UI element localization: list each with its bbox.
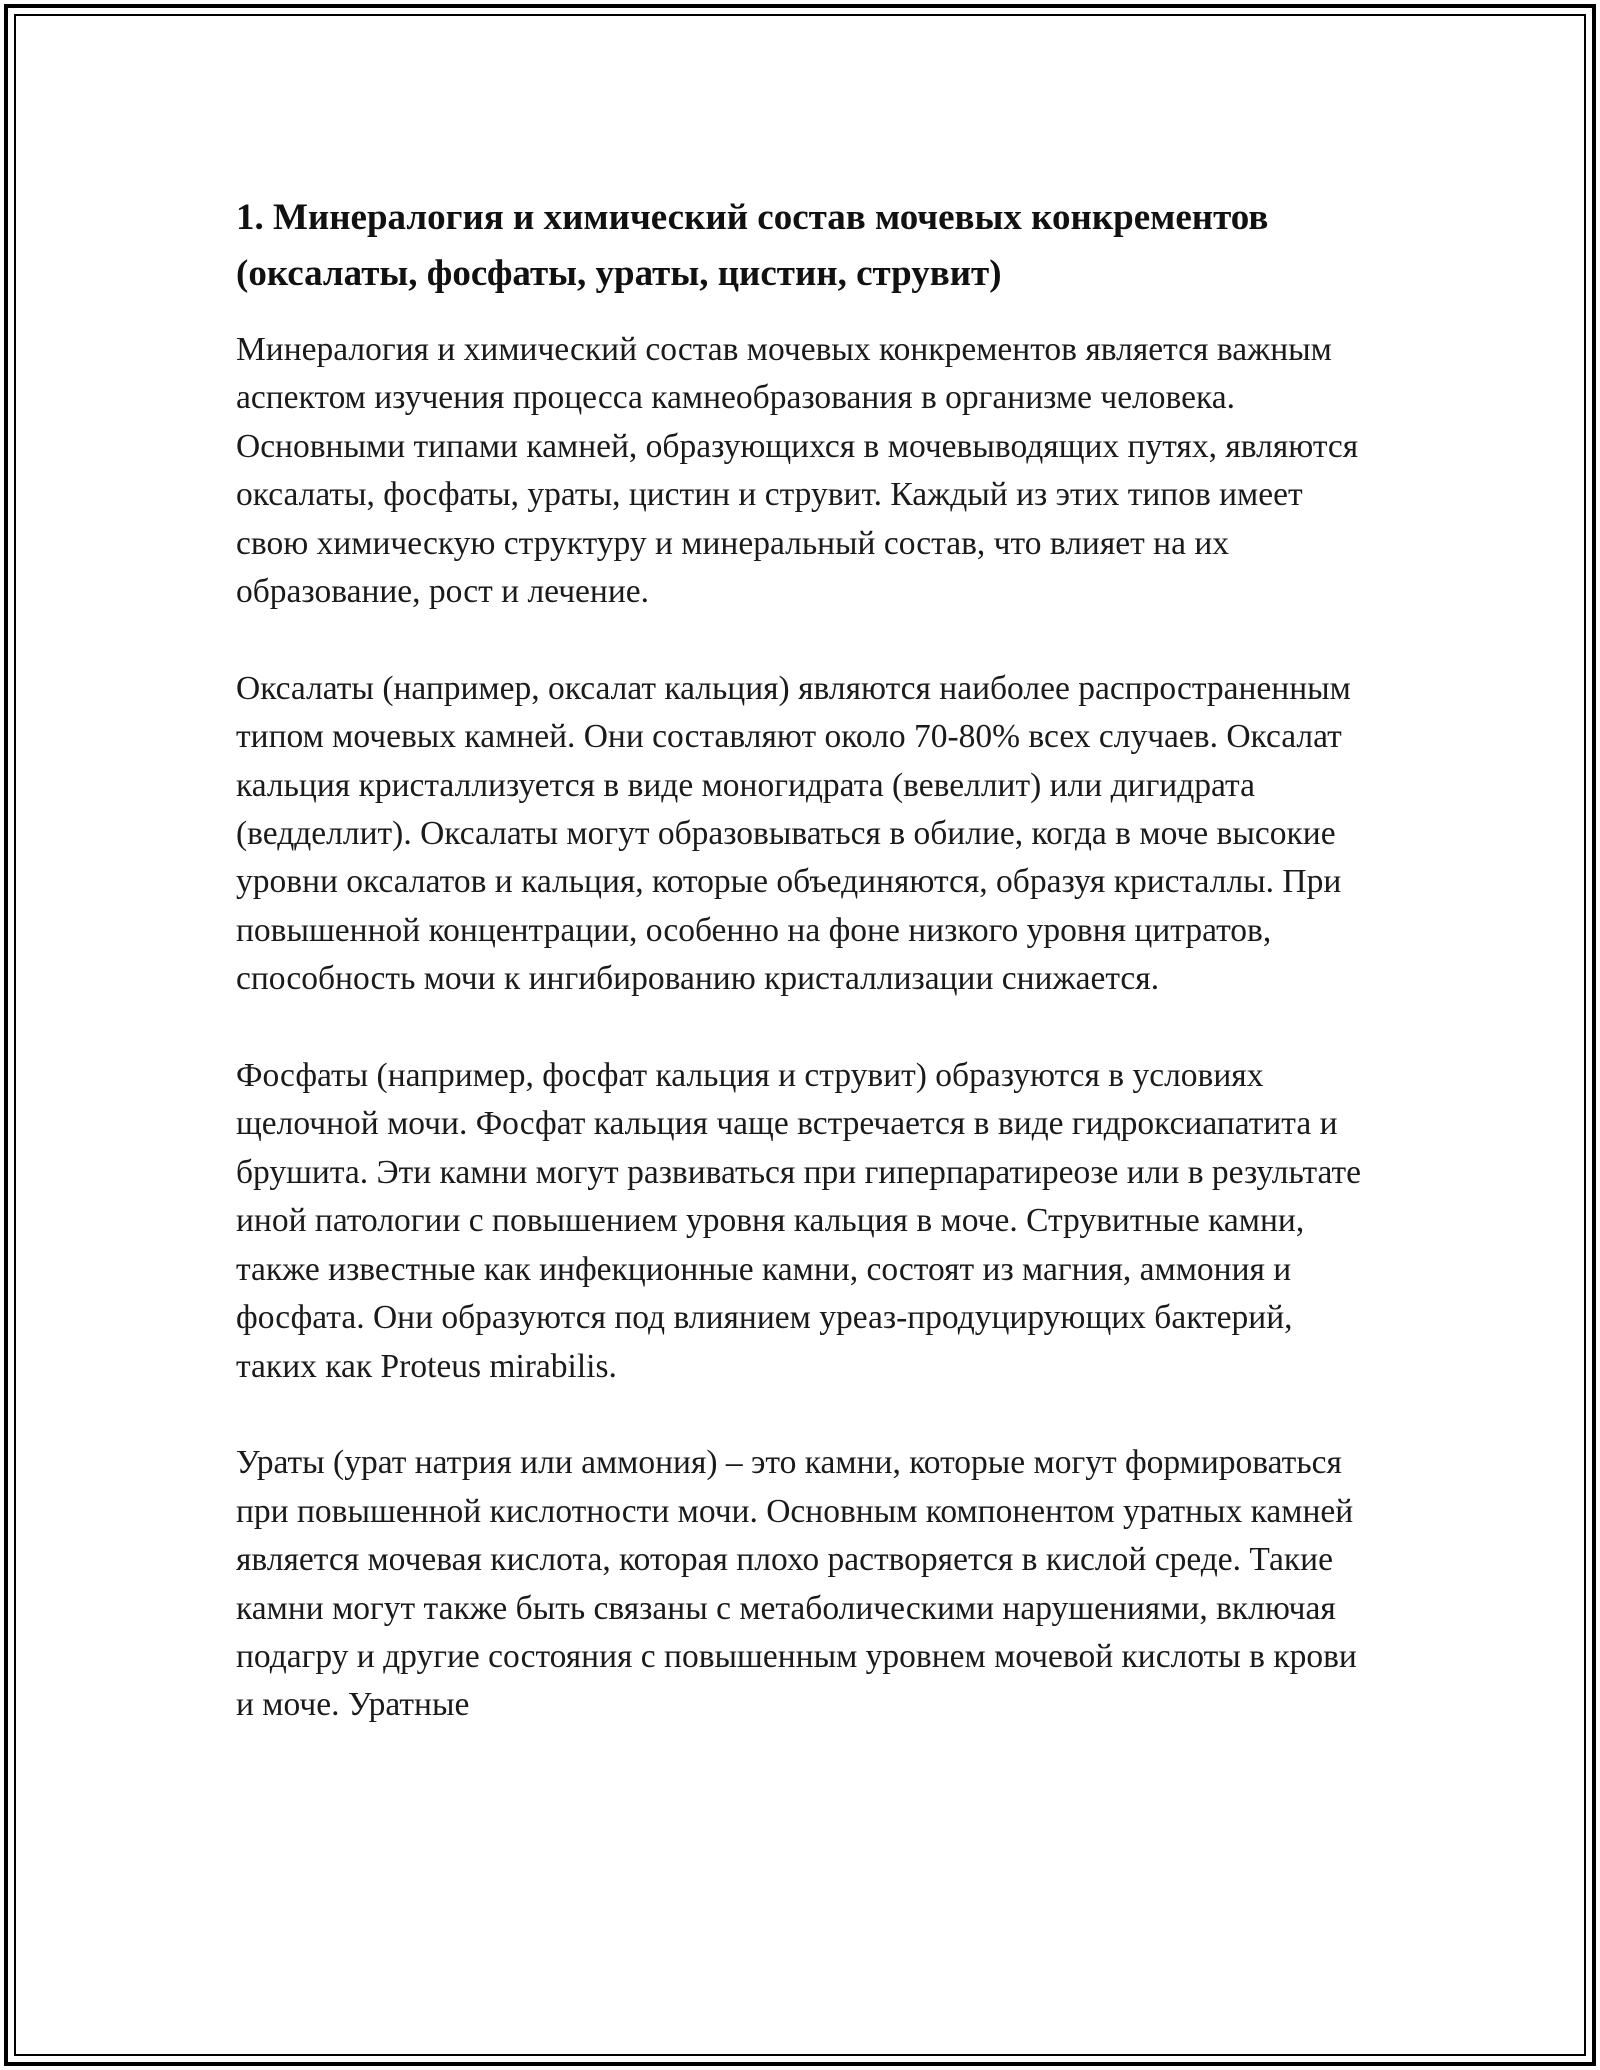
document-body [236,190,1386,1778]
paragraph-oxalates: Оксалаты (например, оксалат кальция) являются наиболее распространенным типом мочевых камней. Они составляют около 70-80% всех случаев. Оксалат кальция кристаллизуется в виде моногидрата (вевеллит) или дигидрата (ведделлит). Оксалаты могут образовываться в обилие, когда в моче высокие уровни оксалатов и кальция, которые объединяются, образуя кристаллы. При повышенной концентрации, особенно на фоне низкого уровня цитратов, способность мочи к ингибированию кристаллизации снижается. [236,669,1351,998]
paragraph-intro: Минералогия и химический состав мочевых конкрементов является важным аспектом изучения процесса камнеобразования в организме человека. Основными типами камней, образующихся в мочевыводящих путях, являются оксалаты, фосфаты, ураты, цистин и струвит. Каждый из этих типов имеет свою химическую структуру и минеральный состав, что влияет на их образование, рост и лечение. [236,331,1359,611]
section-heading: 1. Минералогия и химический состав мочевых конкрементов (оксалаты, фосфаты, ураты, цистин, струвит) [236,197,1269,294]
paragraph-urates: Ураты (урат натрия или аммония) – это камни, которые могут формироваться при повышенной кислотности мочи. Основным компонентом уратных камней является мочевая кислота, которая плохо растворяется в кислой среде. Такие камни могут также быть связаны с метаболическими нарушениями, включая подагру и другие состояния с повышенным уровнем мочевой кислоты в крови и моче. Уратные [236,1444,1357,1724]
paragraph-phosphates: Фосфаты (например, фосфат кальция и струвит) образуются в условиях щелочной мочи. Фосфат кальция чаще встречается в виде гидроксиапатита и брушита. Эти камни могут развиваться при гиперпаратиреозе или в результате иной патологии с повышением уровня кальция в моче. Струвитные камни, также известные как инфекционные камни, состоят из магния, аммония и фосфата. Они образуются под влиянием уреаз-продуцирующих бактерий, таких как Proteus mirabilis. [236,1057,1362,1385]
